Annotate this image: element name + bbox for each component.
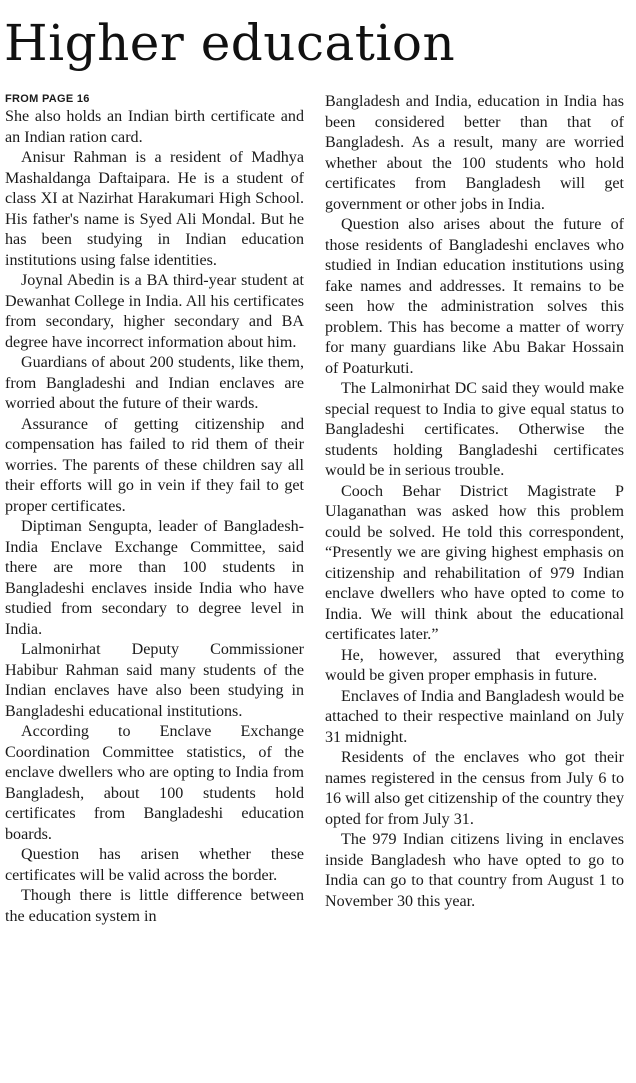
paragraph: The 979 Indian citizens living in enclaves inside Bangladesh who have opted to go to India can go to that country from August 1 to November 30 this year. (325, 831, 624, 910)
paragraph: Assurance of getting citizenship and compensation has failed to rid them of their worries. The parents of these children say all their efforts will go in vein if they fail to get proper certificates. (5, 415, 304, 515)
paragraph: Question also arises about the future of those residents of Bangladeshi enclaves who studied in Indian education institutions using fake names and addresses. It remains to be seen how the administration solves this problem. This has become a matter of worry for many guardians like Abu Bakar Hossain of Poaturkuti. (325, 216, 624, 377)
article-column-left (5, 92, 304, 927)
paragraph: Question has arisen whether these certificates will be valid across the border. (5, 846, 304, 884)
paragraph: The Lalmonirhat DC said they would make special request to India to give equal status to Bangladeshi certificates. Otherwise the students holding Bangladeshi certificates would be in serious trouble. (325, 380, 624, 479)
paragraph: Joynal Abedin is a BA third-year student at Dewanhat College in India. All his certificates from secondary, higher secondary and BA degree have incorrect information about him. (5, 272, 304, 351)
paragraph: Anisur Rahman is a resident of Madhya Mashaldanga Daftaipara. He is a student of class XI at Nazirhat Harakumari High School. His father's name is Syed Ali Mondal. But he has been studying in Indian education institutions using false identities. (5, 149, 304, 269)
paragraph: According to Enclave Exchange Coordination Committee statistics, of the enclave dwellers who are opting to India from Bangladesh, about 100 students hold certificates from Bangladeshi education boards. (5, 723, 304, 843)
paragraph: Enclaves of India and Bangladesh would be attached to their respective mainland on July 31 midnight. (325, 687, 624, 746)
paragraph: He, however, assured that everything would be given proper emphasis in future. (325, 646, 624, 684)
paragraph: Cooch Behar District Magistrate P Ulaganathan was asked how this problem could be solved. He told this correspondent, “Presently we are giving highest emphasis on citizenship and rehabilitation of 979 Indian enclave dwellers who have opted to come to India. We will think about the educational certificates later.” (325, 482, 624, 643)
jump-line: FROM PAGE 16 (5, 93, 90, 105)
paragraph: Lalmonirhat Deputy Commissioner Habibur Rahman said many students of the Indian enclaves have also been studying in Bangladeshi educational institutions. (5, 641, 304, 720)
paragraph: Residents of the enclaves who got their names registered in the census from July 6 to 16 will also get citizenship of the country they opted for from July 31. (325, 749, 624, 828)
paragraph: Bangladesh and India, education in India has been considered better than that of Bangladesh. As a result, many are worried whether about the 100 students who hold certificates from Bangladesh will get government or other jobs in India. (325, 93, 624, 213)
paragraph: Though there is little difference between the education system in (5, 887, 304, 925)
paragraph: She also holds an Indian birth certificate and an Indian ration card. (5, 108, 304, 146)
paragraph: Diptiman Sengupta, leader of Bangladesh-India Enclave Exchange Committee, said there are more than 100 students in Bangladeshi enclaves inside India who have studied from secondary to degree level in India. (5, 518, 304, 638)
article-column-right (325, 92, 624, 912)
headline: Higher education (4, 14, 456, 72)
paragraph: Guardians of about 200 students, like them, from Bangladeshi and Indian enclaves are worried about the future of their wards. (5, 354, 304, 412)
